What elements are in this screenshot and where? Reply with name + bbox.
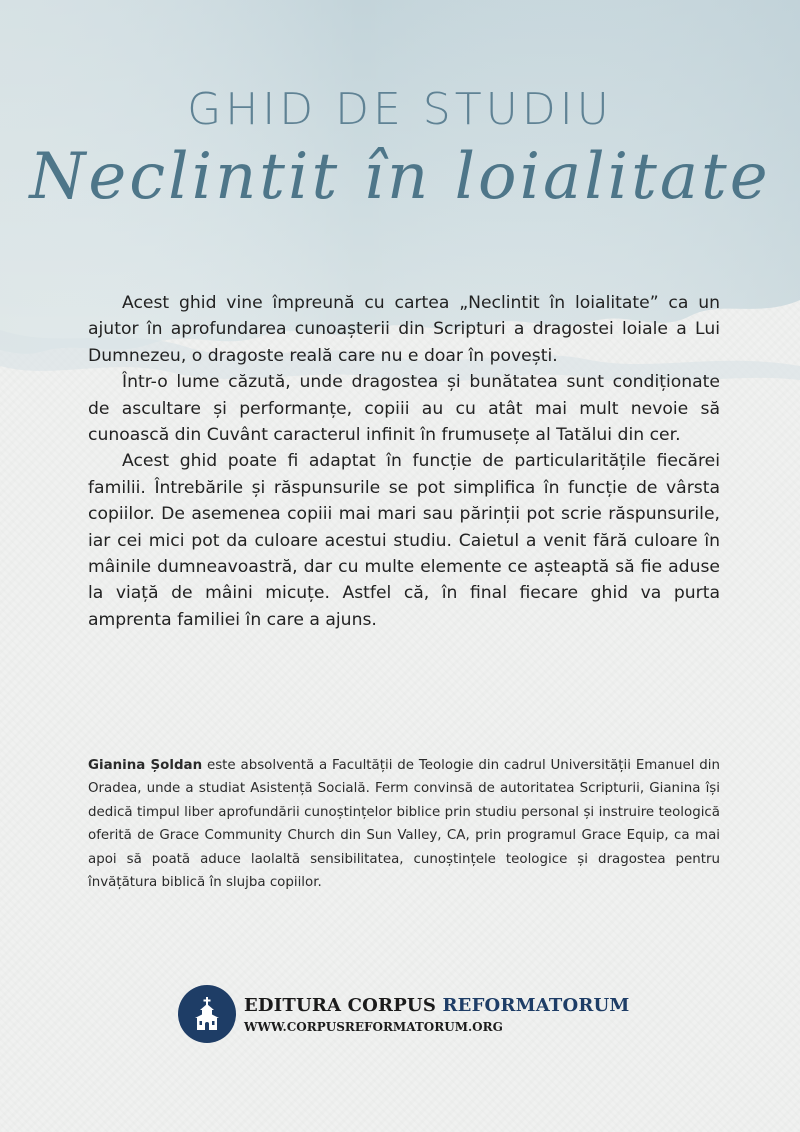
publisher-name: EDITURA CORPUS REFORMATORUM (244, 994, 630, 1016)
publisher-website[interactable]: WWW.CORPUSREFORMATORUM.ORG (244, 1019, 503, 1034)
publisher-logo (178, 985, 236, 1043)
intro-paragraph: Acest ghid vine împreună cu cartea „Neclintit în loialitate” ca un ajutor în aprofundarea cunoașterii din Scripturi a dragostei loiale a Lui Dumnezeu, o dragoste reală care nu e doar în povești. (88, 293, 720, 366)
church-icon (187, 994, 227, 1034)
guide-kicker: GHID DE STUDIU (187, 84, 613, 135)
author-bio-paragraph (88, 754, 720, 894)
author-bio (88, 754, 720, 894)
book-title: Neclintit în loialitate (29, 140, 771, 214)
intro-text (88, 290, 720, 633)
intro-paragraph: Într-o lume căzută, unde dragostea și bunătatea sunt condiționate de ascultare și performanțe, copiii au cu atât mai mult nevoie să cunoască din Cuvânt caracterul infinit în frumusețe al Tatălui din cer. (88, 372, 720, 446)
intro-paragraph: Acest ghid poate fi adaptat în funcție de particularitățile fiecărei familii. Întrebările și răspunsurile se pot simplifica în funcție de vârsta copiilor. De asemenea copiii mai mari sau părinții pot scrie răspunsurile, iar cei mici pot da culoare acestui studiu. Caietul a venit fără culoare în mâinile dumneavoastră, dar cu multe elemente ce așteaptă să fie aduse la viață de mâini micuțe. Astfel că, în final fiecare ghid va purta amprenta familiei în care a ajuns. (88, 451, 720, 630)
publisher-block (178, 984, 630, 1044)
author-bio-text: este absolventă a Facultății de Teologie din cadrul Universității Emanuel din Oradea, unde a studiat Asistență Socială. Ferm convinsă de autoritatea Scripturii, Gianina își dedică timpul liber aprofundării cunoștințelor biblice prin studiu personal și instruire teologică oferită de Grace Community Church din Sun Valley, CA, prin programul Grace Equip, ca mai apoi să poată aduce laolaltă sensibilitatea, cunoștințele teologice și dragostea pentru învățătura biblică în slujba copiilor. (88, 758, 720, 891)
author-name: Gianina Șoldan (88, 758, 203, 773)
